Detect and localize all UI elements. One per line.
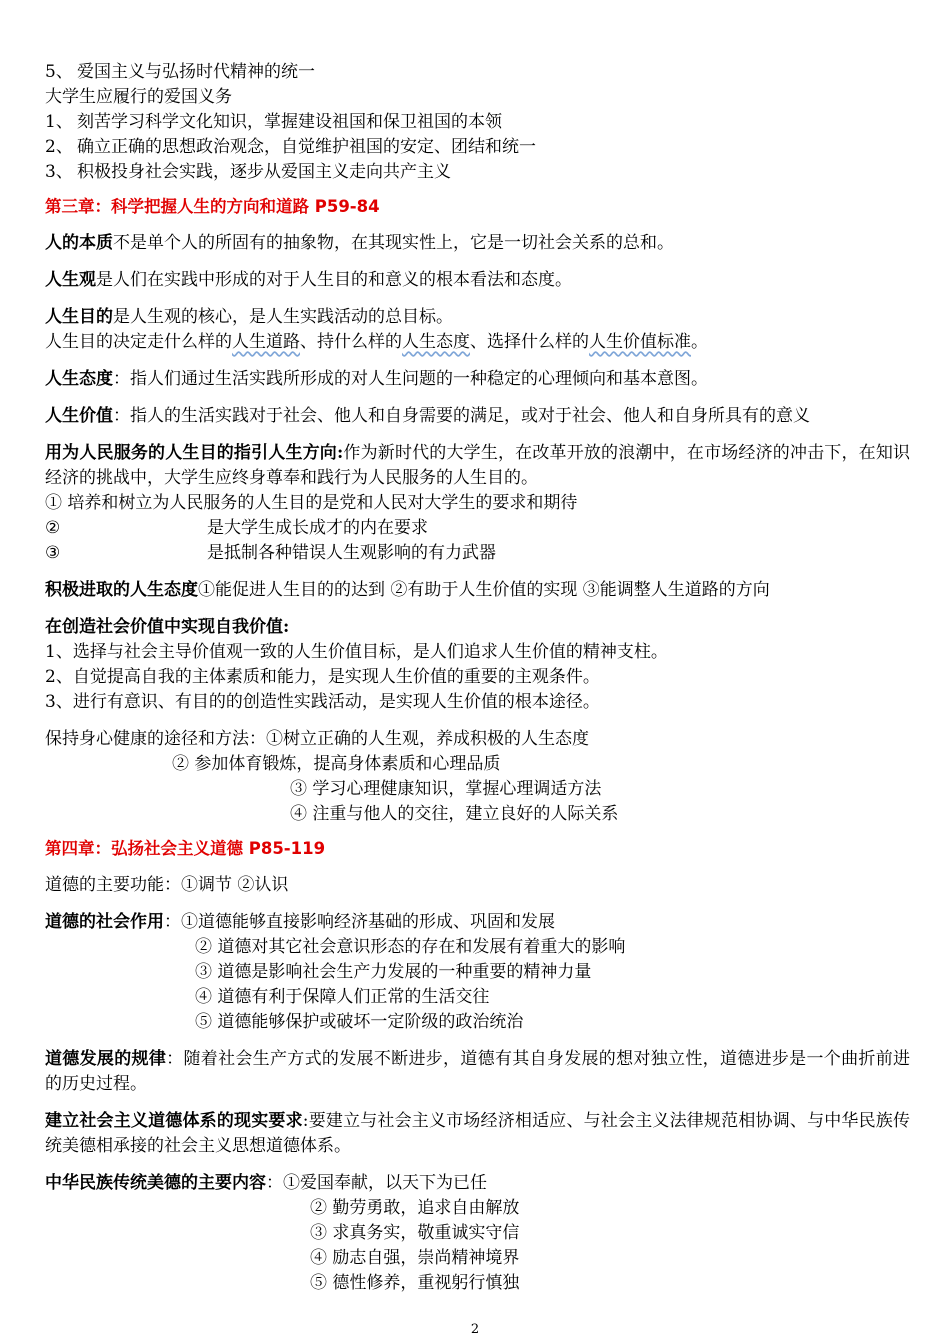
list-item: 中华民族传统美德的主要内容：①爱国奉献，以天下为已任 <box>45 1173 487 1193</box>
list-item: 2、自觉提高自我的主体素质和能力，是实现人生价值的重要的主观条件。 <box>45 667 600 687</box>
paragraph: 道德发展的规律：随着社会生产方式的发展不断进步，道德有其自身发展的想对独立性，道德进步是一个曲折前进的历史过程。 <box>45 1049 911 1094</box>
list-item: ④ 道德有利于保障人们正常的生活交往 <box>195 987 490 1007</box>
list-item: ② 参加体育锻炼，提高身体素质和心理品质 <box>172 754 501 774</box>
list-item: ③ 求真务实，敬重诚实守信 <box>310 1223 520 1243</box>
section-title: 大学生应履行的爱国义务 <box>45 87 232 107</box>
list-item: 道德的社会作用：①道德能够直接影响经济基础的形成、巩固和发展 <box>45 912 555 932</box>
list-item: 1、 刻苦学习科学文化知识，掌握建设祖国和保卫祖国的本领 <box>45 112 502 132</box>
paragraph: 人的本质不是单个人的所固有的抽象物，在其现实性上，它是一切社会关系的总和。 <box>45 233 674 253</box>
chapter-3-title: 第三章：科学把握人生的方向和道路 P59-84 <box>45 197 380 216</box>
list-item: ① 培养和树立为人民服务的人生目的是党和人民对大学生的要求和期待 <box>45 493 578 513</box>
paragraph: 用为人民服务的人生目的指引人生方向:作为新时代的大学生，在改革开放的浪潮中，在市场经济的冲击下，在知识经济的挑战中，大学生应终身尊奉和践行为人民服务的人生目的。 <box>45 443 911 488</box>
paragraph: 人生价值：指人的生活实践对于社会、他人和自身需要的满足，或对于社会、他人和自身所具有的意义 <box>45 406 810 426</box>
list-item: 5、 爱国主义与弘扬时代精神的统一 <box>45 62 315 82</box>
paragraph: 人生目的决定走什么样的人生道路、持什么样的人生态度、选择什么样的人生价值标准。 <box>45 332 708 352</box>
list-item: 3、 积极投身社会实践，逐步从爱国主义走向共产主义 <box>45 162 451 182</box>
paragraph: 人生观是人们在实践中形成的对于人生目的和意义的根本看法和态度。 <box>45 270 572 290</box>
paragraph: 建立社会主义道德体系的现实要求:要建立与社会主义市场经济相适应、与社会主义法律规范相协调、与中华民族传统美德相承接的社会主义思想道德体系。 <box>45 1111 910 1156</box>
section-title: 在创造社会价值中实现自我价值: <box>45 617 290 637</box>
list-item: ④ 注重与他人的交往，建立良好的人际关系 <box>290 804 619 824</box>
paragraph: 人生态度：指人们通过生活实践所形成的对人生问题的一种稳定的心理倾向和基本意图。 <box>45 369 708 389</box>
list-item: ② 是大学生成长成才的内在要求 <box>45 518 428 538</box>
list-item: ② 勤劳勇敢，追求自由解放 <box>310 1198 520 1218</box>
list-item: ③ 是抵制各种错误人生观影响的有力武器 <box>45 543 496 563</box>
list-item: 保持身心健康的途径和方法：①树立正确的人生观，养成积极的人生态度 <box>45 729 589 749</box>
list-item: ② 道德对其它社会意识形态的存在和发展有着重大的影响 <box>195 937 626 957</box>
list-item: ③ 学习心理健康知识，掌握心理调适方法 <box>290 779 602 799</box>
list-item: 1、选择与社会主导价值观一致的人生价值目标，是人们追求人生价值的精神支柱。 <box>45 642 668 662</box>
document-page <box>45 60 910 1296</box>
paragraph: 积极进取的人生态度①能促进人生目的的达到 ②有助于人生价值的实现 ③能调整人生道路的方向 <box>45 580 770 600</box>
paragraph: 道德的主要功能：①调节 ②认识 <box>45 875 289 895</box>
list-item: ⑤ 道德能够保护或破坏一定阶级的政治统治 <box>195 1012 524 1032</box>
list-item: 2、 确立正确的思想政治观念，自觉维护祖国的安定、团结和统一 <box>45 137 536 157</box>
list-item: ⑤ 德性修养，重视躬行慎独 <box>310 1273 520 1293</box>
list-item: ③ 道德是影响社会生产力发展的一种重要的精神力量 <box>195 962 592 982</box>
list-item: 3、进行有意识、有目的的创造性实践活动，是实现人生价值的根本途径。 <box>45 692 600 712</box>
page-number: 2 <box>470 1322 480 1337</box>
paragraph: 人生目的是人生观的核心，是人生实践活动的总目标。 <box>45 307 453 327</box>
list-item: ④ 励志自强，崇尚精神境界 <box>310 1248 520 1268</box>
chapter-4-title: 第四章：弘扬社会主义道德 P85-119 <box>45 839 326 858</box>
